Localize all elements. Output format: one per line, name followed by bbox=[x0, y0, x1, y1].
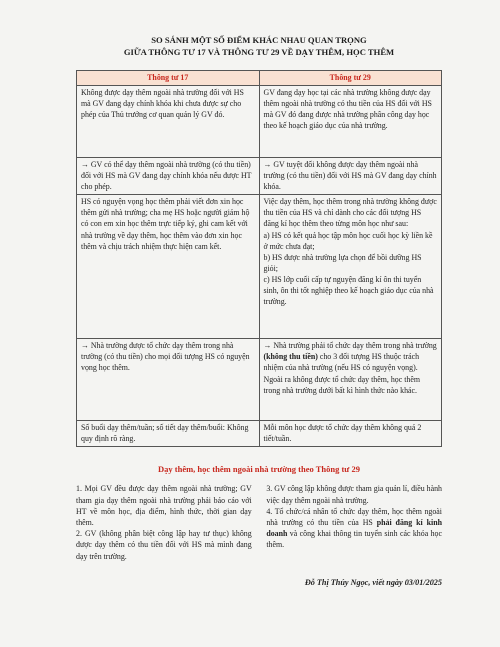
title-line-1: SO SÁNH MỘT SỐ ĐIỂM KHÁC NHAU QUAN TRỌNG bbox=[151, 35, 367, 45]
note-text-part: và công khai thông tin tuyển sinh các khóa học thêm. bbox=[266, 529, 442, 550]
cell-text: a) HS có kết quả học tập môn học cuối học kỳ liền kề ở mức chưa đạt; bbox=[263, 230, 433, 251]
notes-section bbox=[76, 483, 442, 561]
section-subtitle: Dạy thêm, học thêm ngoài nhà trường theo Thông tư 29 bbox=[158, 464, 360, 475]
cell-text: c) HS lớp cuối cấp tự nguyện đăng kí ôn thi tuyển sinh, ôn thi tốt nghiệp theo kế hoạch giáo dục của nhà trường. bbox=[263, 274, 434, 307]
cell-text: HS có nguyện vọng học thêm phải viết đơn xin học thêm gửi nhà trường; cha mẹ HS hoặc người giám hộ có con em xin học thêm trực tiếp ký, ghi cam kết với nhà trường về dạy thêm, học thêm vào đơn xin học thêm và chịu trách nhiệm thực hiện cam kết. bbox=[81, 197, 250, 251]
table-cell bbox=[259, 195, 442, 339]
note-item: 2. GV (không phân biệt công lập hay tư thục) không được dạy thêm có thu tiền đối với HS mà mình đang dạy trên trường. bbox=[76, 529, 252, 561]
table-cell bbox=[259, 158, 442, 195]
header-thong-tu-17: Thông tư 17 bbox=[77, 71, 260, 86]
note-item: 1. Mọi GV đều được dạy thêm ngoài nhà trường; GV tham gia dạy thêm ngoài nhà trường phải báo cáo với HT về môn học, địa điểm, hình thức, thời gian dạy thêm. bbox=[76, 484, 252, 528]
table-cell bbox=[77, 421, 260, 447]
notes-column-left bbox=[76, 483, 252, 561]
cell-text: → GV tuyệt đối không được dạy thêm ngoài nhà trường (có thu tiền) đối với HS mà GV đang dạy chính khóa. bbox=[263, 160, 437, 192]
document-title bbox=[76, 34, 442, 58]
comparison-table bbox=[76, 70, 442, 447]
cell-text: Số buổi dạy thêm/tuần; số tiết dạy thêm/buổi: Không quy định rõ ràng. bbox=[81, 423, 249, 444]
table-header-row bbox=[77, 71, 442, 86]
table-cell bbox=[77, 339, 260, 421]
table-row bbox=[77, 195, 442, 339]
table-cell bbox=[77, 86, 260, 158]
table-row bbox=[77, 421, 442, 447]
note-item: 3. GV công lập không được tham gia quản lí, điều hành việc dạy thêm ngoài nhà trường. bbox=[266, 484, 442, 505]
header-thong-tu-29: Thông tư 29 bbox=[259, 71, 442, 86]
table-cell bbox=[259, 339, 442, 421]
cell-text-part: → Nhà trường phải tổ chức dạy thêm trong nhà trường bbox=[263, 341, 437, 351]
table-cell bbox=[77, 195, 260, 339]
table-row bbox=[77, 86, 442, 158]
cell-text-bold: (không thu tiền) bbox=[263, 352, 318, 362]
cell-text: Việc dạy thêm, học thêm trong nhà trường không được thu tiền của HS và chỉ dành cho các đối tượng HS đăng kí học thêm theo từng môn học như sau: bbox=[263, 197, 437, 229]
cell-text: GV đang dạy học tại các nhà trường không được dạy thêm ngoài nhà trường có thu tiền của HS đối với HS mà GV đó đang được nhà trường phân công dạy học theo kế hoạch giáo dục của nhà trường. bbox=[263, 88, 432, 131]
cell-text-part: cho 3 đối tượng HS thuộc trách nhiệm của nhà trường (nếu HS có nguyện vọng). Ngoài ra không được tổ chức dạy thêm, học thêm trong nhà trường dưới bất kì hình thức nào khác. bbox=[263, 352, 420, 395]
table-cell bbox=[259, 421, 442, 447]
note-text-bold: phải đăng kí kinh doanh bbox=[266, 518, 442, 539]
cell-text: b) HS được nhà trường lựa chọn để bồi dưỡng HS giỏi; bbox=[263, 252, 422, 273]
cell-text: → Nhà trường được tổ chức dạy thêm trong nhà trường (có thu tiền) cho mọi đối tượng HS có nguyện vọng học thêm. bbox=[81, 341, 250, 373]
note-text-part: 4. Tổ chức/cá nhân tổ chức dạy thêm, học thêm ngoài nhà trường có thu tiền của HS bbox=[266, 506, 442, 528]
table-row bbox=[77, 339, 442, 421]
note-item bbox=[266, 506, 442, 551]
cell-text: → GV có thể dạy thêm ngoài nhà trường (có thu tiền) đối với HS mà GV đang dạy chính khóa nếu được HT cho phép. bbox=[81, 160, 252, 192]
author-signature: Đỗ Thị Thúy Ngọc, viết ngày 03/01/2025 bbox=[304, 577, 442, 587]
cell-text: Không được dạy thêm ngoài nhà trường đối với HS mà GV đang dạy chính khóa khi chưa được sự cho phép của Thủ trưởng cơ quan quản lý GV đó. bbox=[81, 88, 244, 120]
cell-text: Mỗi môn học được tổ chức dạy thêm không quá 2 tiết/tuần. bbox=[263, 423, 422, 444]
notes-column-right bbox=[266, 483, 442, 561]
title-line-2: GIỮA THÔNG TƯ 17 VÀ THÔNG TƯ 29 VỀ DẠY THÊM, HỌC THÊM bbox=[123, 47, 395, 57]
table-cell bbox=[77, 158, 260, 195]
table-row bbox=[77, 158, 442, 195]
cell-text bbox=[264, 340, 438, 395]
table-cell bbox=[259, 86, 442, 158]
